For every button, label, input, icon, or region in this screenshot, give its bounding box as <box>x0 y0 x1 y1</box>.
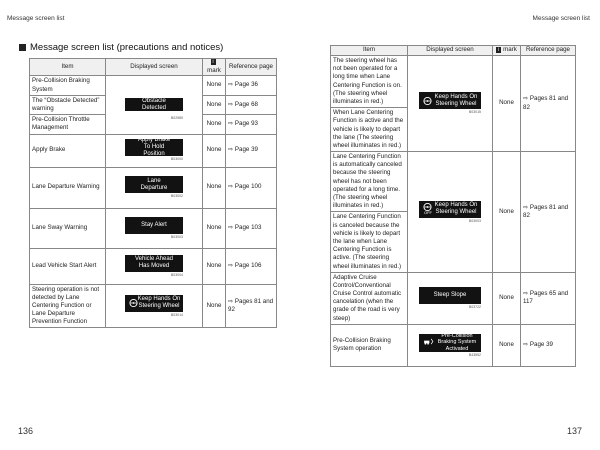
row-mark: None <box>203 248 226 284</box>
section-title <box>19 42 223 53</box>
screen-code: B43552 <box>468 352 481 357</box>
column-header-display: Displayed screen <box>106 59 203 76</box>
row-mark: None <box>203 115 226 134</box>
row-reference-link[interactable]: ⇨ Page 68 <box>226 95 277 114</box>
row-reference-link[interactable]: ⇨ Pages 81 and 92 <box>226 284 277 328</box>
row-reference-link[interactable]: ⇨ Page 93 <box>226 115 277 134</box>
row-item: Lane Centering Function is canceled because the vehicle is likely to depart the lane when Lane Centering Function is active. (The steering wheel illuminates in red.) <box>331 212 408 272</box>
row-mark: None <box>203 284 226 328</box>
column-header-reference: Reference page <box>521 46 576 56</box>
row-screen-empty <box>106 76 203 95</box>
right-message-table <box>330 45 576 367</box>
row-item: When Lane Centering Function is active and the vehicle is likely to depart the lane (The steering wheel illuminates in red.) <box>331 108 408 152</box>
row-mark: None <box>203 208 226 248</box>
row-screen <box>408 152 493 273</box>
row-mark: None <box>203 95 226 114</box>
row-reference-link[interactable]: ⇨ Pages 81 and 82 <box>521 56 576 152</box>
table-row <box>331 152 576 212</box>
row-reference-link[interactable]: ⇨ Page 100 <box>226 167 277 208</box>
row-screen <box>106 248 203 284</box>
column-header-display: Displayed screen <box>408 46 493 56</box>
display-lane-departure: Lane Departure <box>125 176 183 193</box>
row-mark: None <box>203 167 226 208</box>
row-screen <box>408 272 493 324</box>
screen-code: B03722 <box>468 304 481 309</box>
table-row <box>30 248 277 284</box>
row-reference-link[interactable]: ⇨ Page 106 <box>226 248 277 284</box>
row-reference-link[interactable]: ⇨ Page 103 <box>226 208 277 248</box>
column-header-mark-label: mark <box>207 67 221 75</box>
table-row <box>30 208 277 248</box>
display-text: Keep Hands On Steering Wheel <box>434 93 478 107</box>
section-square-icon <box>19 44 26 51</box>
table-row <box>30 115 277 134</box>
column-header-mark-label: mark <box>503 46 517 54</box>
column-header-item: Item <box>30 59 106 76</box>
display-text: Keep Hands On Steering Wheel <box>434 202 478 216</box>
display-text: Keep Hands On Steering Wheel <box>137 296 181 310</box>
row-mark: None <box>493 272 521 324</box>
table-header-row <box>331 46 576 56</box>
screen-code: B03003 <box>468 218 481 223</box>
row-reference-link[interactable]: ⇨ Page 39 <box>226 134 277 167</box>
table-row <box>30 76 277 95</box>
row-mark: None <box>203 134 226 167</box>
info-mark-icon: i <box>212 59 214 66</box>
row-screen <box>106 134 203 167</box>
row-mark: None <box>493 56 521 152</box>
column-header-mark <box>203 59 226 76</box>
table-header-row <box>30 59 277 76</box>
row-reference-link[interactable]: ⇨ Page 36 <box>226 76 277 95</box>
running-header-left: Message screen list <box>7 15 65 22</box>
table-row <box>30 167 277 208</box>
row-item: Lane Centering Function is automatically canceled because the steering wheel has not been operated for a long time. (The steering wheel illuminates in red.) <box>331 152 408 212</box>
display-keep-hands <box>125 295 183 312</box>
row-reference-link[interactable]: ⇨ Page 39 <box>521 324 576 366</box>
row-item: Lead Vehicle Start Alert <box>30 248 106 284</box>
row-item: Apply Brake <box>30 134 106 167</box>
row-item: Lane Departure Warning <box>30 167 106 208</box>
row-item: Pre-Collision Braking System <box>30 76 106 95</box>
display-text: Pre-Collision Braking System Activated <box>437 333 477 352</box>
row-screen-code <box>106 115 203 134</box>
row-mark: None <box>493 324 521 366</box>
row-item: Adaptive Cruise Control/Conventional Cruise Control automatic cancelation (when the grade of the road is very steep) <box>331 272 408 324</box>
page-number-left: 136 <box>18 426 34 436</box>
table-row <box>331 56 576 108</box>
row-screen <box>106 284 203 328</box>
row-screen <box>106 95 203 114</box>
left-message-table <box>29 58 277 328</box>
row-item: Pre-Collision Braking System operation <box>331 324 408 366</box>
screen-code: B03003 <box>170 234 183 239</box>
table-row <box>30 95 277 114</box>
running-header-right: Message screen list <box>532 15 590 22</box>
column-header-item: Item <box>331 46 408 56</box>
row-reference-link[interactable]: ⇨ Pages 81 and 82 <box>521 152 576 273</box>
screen-code: B03014 <box>170 312 183 317</box>
display-keep-hands-off <box>419 201 481 218</box>
display-keep-hands <box>419 92 481 109</box>
display-stay-alert: Stay Alert <box>125 217 183 234</box>
row-screen <box>408 56 493 152</box>
row-mark: None <box>203 76 226 95</box>
display-obstacle-detected: Obstacle Detected <box>125 98 183 111</box>
off-label: OFF <box>424 209 432 215</box>
row-screen <box>106 208 203 248</box>
screen-code: B02989 <box>170 116 183 121</box>
table-row <box>331 324 576 366</box>
row-item: The “Obstacle Detected” warning <box>30 95 106 114</box>
row-reference-link[interactable]: ⇨ Pages 65 and 117 <box>521 272 576 324</box>
row-item: Pre-Collision Throttle Management <box>30 115 106 134</box>
screen-code: B03000 <box>170 157 183 162</box>
display-steep-slope: Steep Slope <box>419 287 481 304</box>
display-vehicle-ahead: Vehicle Ahead Has Moved <box>125 255 183 272</box>
screen-code: B03004 <box>170 272 183 277</box>
row-item: The steering wheel has not been operated for a long time when Lane Centering Function is on. (The steering wheel illuminates in red.) <box>331 56 408 108</box>
screen-code: B03015 <box>468 110 481 115</box>
info-mark-icon: i <box>498 46 500 53</box>
row-screen <box>408 324 493 366</box>
steering-wheel-icon <box>423 96 432 105</box>
column-header-reference: Reference page <box>226 59 277 76</box>
table-row <box>30 134 277 167</box>
display-pcb-activated <box>419 334 481 352</box>
collision-car-icon <box>423 338 434 345</box>
row-mark: None <box>493 152 521 273</box>
steering-wheel-icon <box>129 299 138 308</box>
row-screen <box>106 167 203 208</box>
row-item: Lane Sway Warning <box>30 208 106 248</box>
row-item: Steering operation is not detected by Lane Centering Function or Lane Departure Prevention Function <box>30 284 106 328</box>
table-row <box>331 272 576 324</box>
screen-code: B03002 <box>170 194 183 199</box>
column-header-mark <box>493 46 521 56</box>
page-number-right: 137 <box>566 426 582 436</box>
display-apply-brake: Apply Brake To Hold Position <box>125 139 183 156</box>
table-row <box>30 284 277 328</box>
section-title-text: Message screen list (precautions and notices) <box>30 42 224 53</box>
